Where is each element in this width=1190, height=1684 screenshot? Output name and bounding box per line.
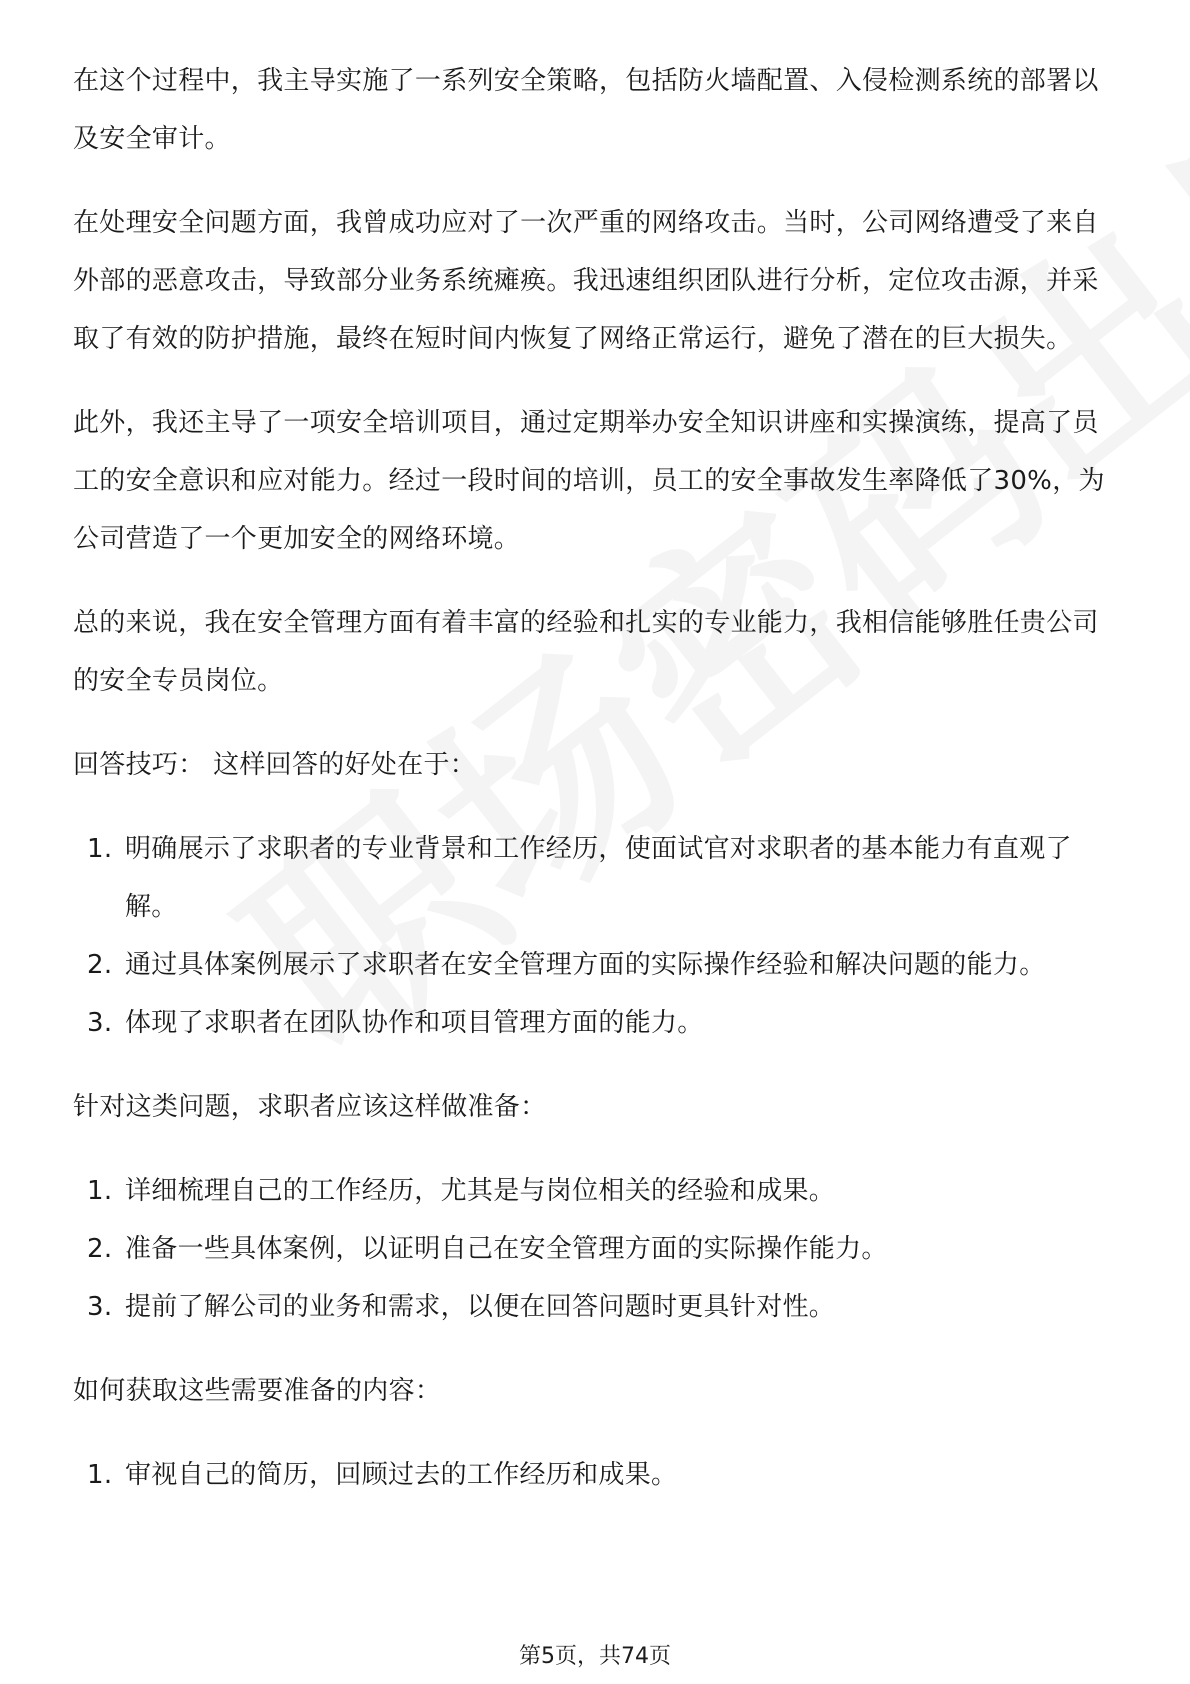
list-number: 1. xyxy=(87,1176,113,1206)
list-item xyxy=(73,994,1123,1052)
page-footer: 第5页，共74页 xyxy=(519,1644,671,1669)
list-text: 通过具体案例展示了求职者在安全管理方面的实际操作经验和解决问题的能力。 xyxy=(125,950,1046,980)
list-item xyxy=(73,1278,1123,1336)
obtain-list xyxy=(73,1446,1123,1504)
list-text: 准备一些具体案例，以证明自己在安全管理方面的实际操作能力。 xyxy=(125,1234,888,1264)
list-text: 体现了求职者在团队协作和项目管理方面的能力。 xyxy=(125,1008,704,1038)
list-number: 3. xyxy=(87,1292,113,1322)
list-text: 提前了解公司的业务和需求，以便在回答问题时更具针对性。 xyxy=(125,1292,836,1322)
prep-list xyxy=(73,1162,1123,1336)
list-item xyxy=(73,820,1123,936)
obtain-heading: 如何获取这些需要准备的内容： xyxy=(73,1376,442,1406)
list-number: 3. xyxy=(87,1008,113,1038)
tips-list xyxy=(73,820,1123,1052)
list-item xyxy=(73,1446,1123,1504)
list-number: 1. xyxy=(87,834,113,864)
prep-heading: 针对这类问题，求职者应该这样做准备： xyxy=(73,1092,547,1122)
list-text: 详细梳理自己的工作经历，尤其是与岗位相关的经验和成果。 xyxy=(125,1176,836,1206)
paragraph: 在这个过程中，我主导实施了一系列安全策略，包括防火墙配置、入侵检测系统的部署以及安全审计。 xyxy=(73,66,1099,154)
list-item xyxy=(73,936,1123,994)
tips-heading: 回答技巧： 这样回答的好处在于： xyxy=(73,750,477,780)
list-item xyxy=(73,1220,1123,1278)
document-body xyxy=(73,52,1123,1530)
list-text: 审视自己的简历，回顾过去的工作经历和成果。 xyxy=(125,1460,678,1490)
list-number: 1. xyxy=(87,1460,113,1490)
list-text: 明确展示了求职者的专业背景和工作经历，使面试官对求职者的基本能力有直观了解。 xyxy=(125,834,1072,922)
list-item xyxy=(73,1162,1123,1220)
list-number: 2. xyxy=(87,1234,113,1264)
list-number: 2. xyxy=(87,950,113,980)
paragraph: 在处理安全问题方面，我曾成功应对了一次严重的网络攻击。当时，公司网络遭受了来自外部的恶意攻击，导致部分业务系统瘫痪。我迅速组织团队进行分析，定位攻击源，并采取了有效的防护措施，最终在短时间内恢复了网络正常运行，避免了潜在的巨大损失。 xyxy=(73,208,1099,354)
paragraph: 此外，我还主导了一项安全培训项目，通过定期举办安全知识讲座和实操演练，提高了员工的安全意识和应对能力。经过一段时间的培训，员工的安全事故发生率降低了30%，为公司营造了一个更加安全的网络环境。 xyxy=(73,408,1105,554)
paragraph: 总的来说，我在安全管理方面有着丰富的经验和扎实的专业能力，我相信能够胜任贵公司的安全专员岗位。 xyxy=(73,608,1099,696)
